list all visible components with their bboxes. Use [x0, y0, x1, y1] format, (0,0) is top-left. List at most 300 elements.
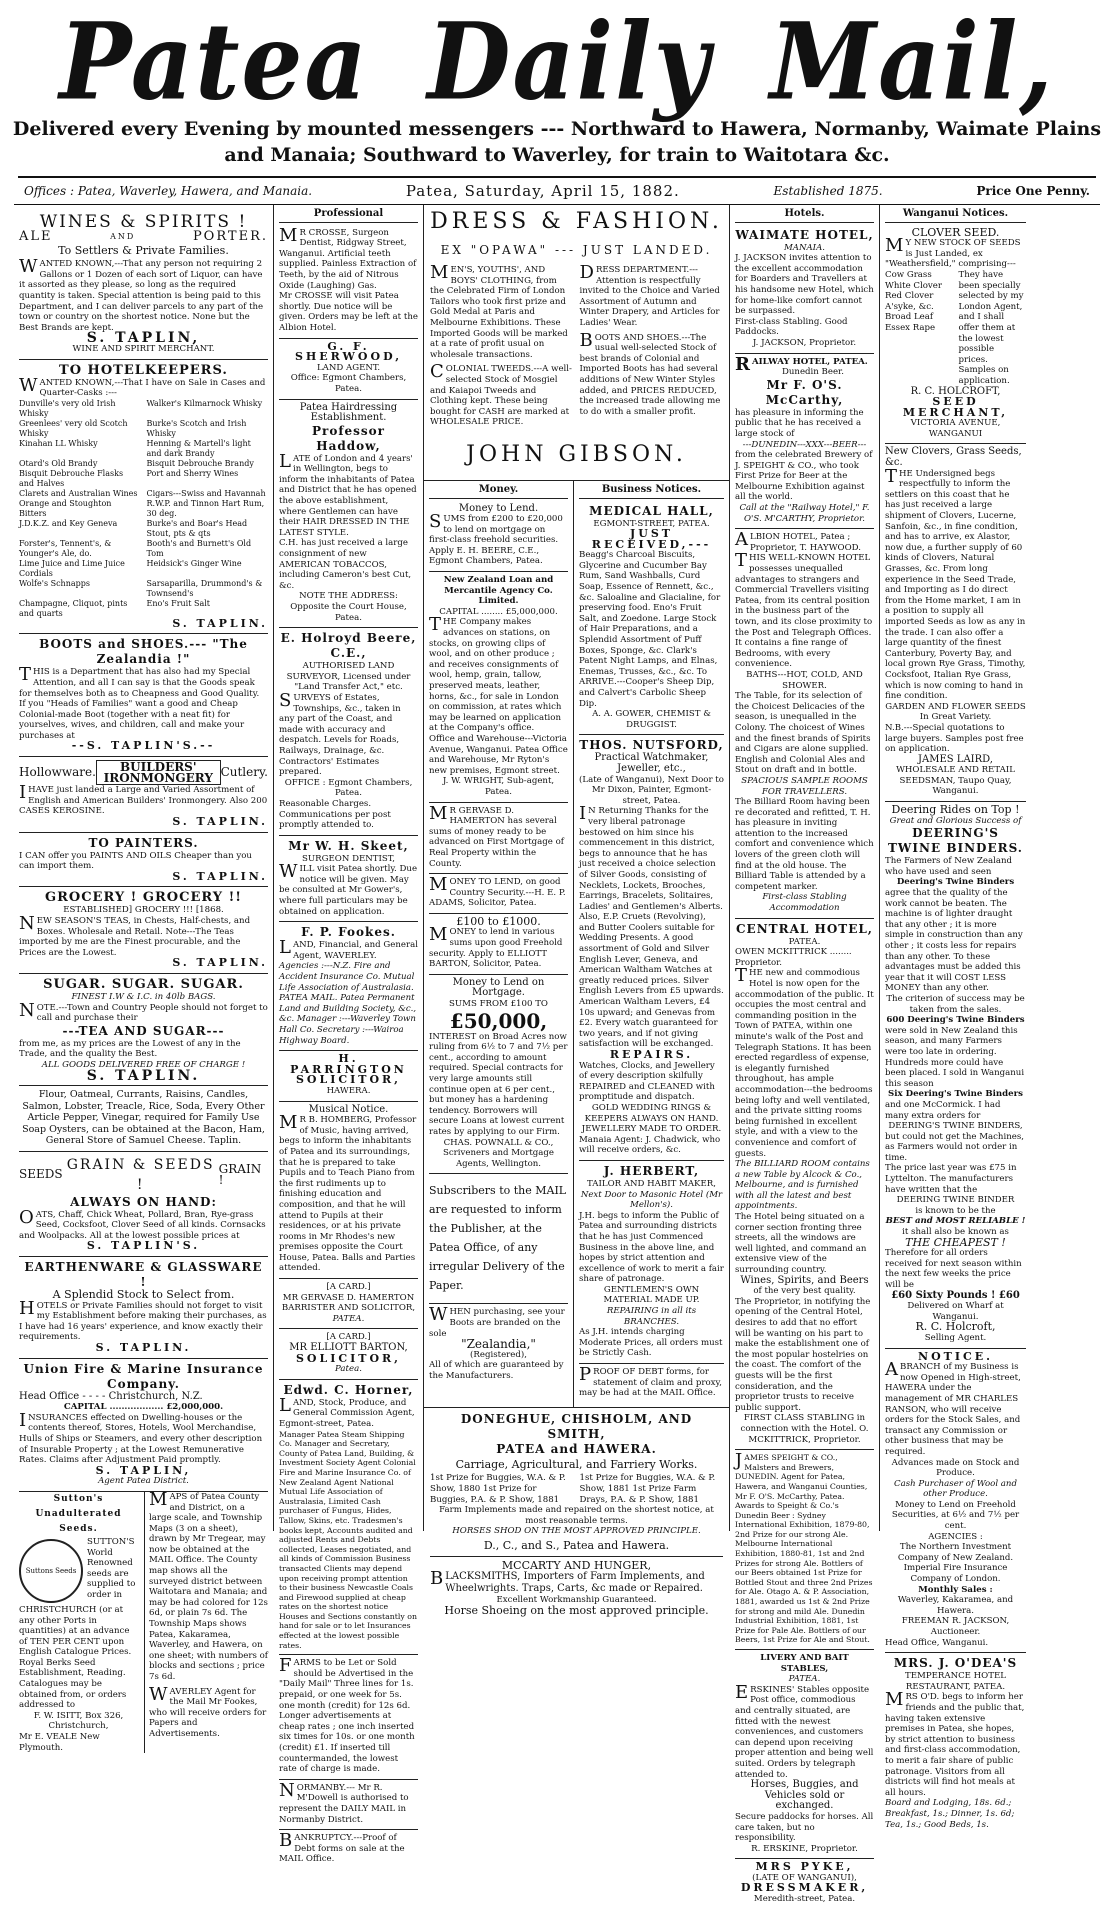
tagline-line-2: and Manaia; Southward to Waverley, for train to Waitotara &c. [224, 144, 890, 166]
hotel-list-item: Cigars---Swiss and Havannah [146, 488, 266, 498]
hotel-list-item: Champagne, Cliquot, pints and quarts [19, 598, 128, 618]
solicitor-2: SOLICITOR, [295, 1351, 402, 1365]
hotel-title: TO HOTELKEEPERS. [59, 362, 228, 378]
adams-ad [429, 874, 568, 914]
established-grocery: ESTABLISHED] GROCERY !!! [1868. [63, 905, 224, 916]
paint-text: I CAN offer you PAINTS AND OILS Cheaper than you can import them. [19, 850, 252, 872]
registered: (Registered), [470, 1349, 527, 1360]
tea-sugar: ---TEA AND SUGAR--- [62, 1023, 225, 1038]
oats-text: OATS, Chaff, Chick Wheat, Pollard, Bran, Rye-grass Seed, Cocksfoot, Clover Seed of all kinds. Cornsacks and Woolpacks. All at the lowest possible prices at [19, 1206, 266, 1241]
watchmaker: Practical Watchmaker, Jeweller, etc., [594, 752, 709, 774]
earthenware-ad [19, 1257, 268, 1359]
zealandia: "Zealandia," [461, 1337, 536, 1352]
seed-merchant: SEED MERCHANT, [902, 395, 1009, 419]
hotel-list [19, 399, 268, 619]
deering-ad [885, 802, 1026, 1349]
cutlery: Cutlery. [220, 765, 268, 780]
hotel-list-item: Sarsaparilla, Drummond's & Townsend's [146, 578, 263, 598]
pownall: CHAS. POWNALL & CO., Scriveners and Mortgage Agents, Wellington. [442, 1137, 554, 1169]
laird: JAMES LAIRD, [918, 753, 993, 765]
hamerton: MR GERVASE D. HAMERTON [282, 1292, 415, 1303]
cheapest: THE CHEAPEST ! [905, 1235, 1006, 1249]
dateline [0, 178, 1114, 204]
tagline-line-1: Delivered every Evening by mounted messengers --- Northward to Hawera, Normanby, Waimate Plains [12, 118, 1102, 140]
wharf: Delivered on Wharf at Wanganui. [907, 1301, 1004, 1322]
when-text: WHEN purchasing, see your Boots are branded on the sole [429, 1304, 565, 1339]
therefore: Therefore for all orders received for next season within the next few weeks the price will be [885, 1248, 1022, 1290]
albion-body: THIS WELL-KNOWN HOTEL possesses unequalled advantages to strangers and Commercial Travellers visiting Patea, from its central position in the business part of the town, and its close proximity to the Post and Telegraph Offices. It contains a fine range of Bedrooms, with every convenience. [735, 550, 873, 670]
crosse-text: MR CROSSE, Surgeon Dentist, Ridgway Street, Wanganui. Artificial teeth supplied. Painless Extraction of Teeth, by the aid of Nitrous Oxide (Laughing) Gas. [279, 224, 417, 291]
agencies-text: The Northern Investment Company of New Zealand. Imperial Fire Insurance Company of London. [897, 1542, 1014, 1585]
monthly-text: Waverley, Kakaramea, and Hawera. [897, 1595, 1014, 1616]
price-text: The price last year was £75 in Lyttelton. The manufacturers have written that the [885, 1163, 1017, 1195]
bottom-split [19, 1488, 268, 1753]
temperance: TEMPERANCE HOTEL RESTAURANT, PATEA. [905, 1671, 1006, 1692]
sutton-title: Sutton's Unadulterated Seeds. [35, 1493, 122, 1534]
carriage: Carriage, Agricultural, and Farriery Works. [455, 1457, 698, 1471]
beere-text: SURVEYS of Estates, Townships, &c., taken in any part of the Coast, and made with accuracy and despatch. Levels for Roads, Railways, Drainage, &c. Contractors' Estimates prepared. [279, 689, 401, 778]
crosse-visit: Mr CROSSE will visit Patea shortly. Due notice will be given. Orders may be left at the Albion Hotel. [279, 291, 418, 333]
land-agent: LAND AGENT. [316, 362, 381, 373]
nzloan-office: Office and Warehouse---Victoria Avenue, Wanganui. Patea Office and Warehouse, Mr Ryton's new premises, Egmont street. [429, 733, 568, 776]
always: ALWAYS ON HAND: [70, 1194, 217, 1209]
patea-livery: PATEA. [788, 1674, 821, 1685]
flour-ad [19, 1086, 268, 1152]
hamerton-card [279, 1279, 418, 1329]
paint-title: TO PAINTERS. [88, 835, 199, 850]
builders-ironmongery: BUILDERS' IRONMONGERY [96, 760, 221, 785]
prizes-1: 1st Prize for Buggies, W.A. & P. Show, 1880 1st Prize for Buggies, P.A. & P. Show, 1881 [430, 1473, 566, 1505]
mens-text: MEN'S, YOUTHS', AND BOYS' CLOTHING, from the Celebrated Firm of London Tailors who took first prize and Gold Medal at Paris and Melbourne Exhibitions. These Imported Goods will be marked at a rate of profit usual on wholesale transactions. [430, 262, 568, 360]
seal-text: Suttons Seeds [25, 1566, 77, 1575]
new-clovers: New Clovers, Grass Seeds, &c. [885, 446, 1022, 469]
clover-text: MY NEW STOCK OF SEEDS is Just Landed, ex "Weathersfield," comprising--- [885, 235, 1021, 270]
head-office: Head Office - - - - Christchurch, N.Z. [19, 1390, 203, 1402]
gold: GOLD WEDDING RINGS & KEEPERS ALWAYS ON HAND. JEWELLERY MADE TO ORDER. [581, 1102, 722, 1135]
erskine: R. ERSKINE, Proprietor. [751, 1843, 858, 1854]
tea-text: NEW SEASON'S TEAS, in Chests, Half-chests, and Boxes. Wholesale and Retail. Note---The Teas imported by me are the Finest procurable, and the Prices are the Lowest. [19, 913, 251, 958]
money-ad [429, 501, 568, 573]
selling: Selling Agent. [924, 1332, 987, 1343]
dress-right [579, 262, 724, 428]
seeds-split [885, 270, 1026, 387]
notice-text: ABRANCH of my Business is now Opened in High-street, HAWERA under the management of MR CHARLES RANSON, who will receive orders for the Stock Sales, and transact any Commission or other business that may be required. [885, 1359, 1021, 1457]
skeet-text: WILL visit Patea shortly. Due notice will be given. May be consulted at Mr Gower's, where full particulars may be obtained on application. [279, 861, 418, 917]
first-class: First-class Stabling Accommodation [762, 892, 847, 914]
sherwood-ad [279, 339, 418, 400]
wright: J. W. WRIGHT, Sub-agent, Patea. [442, 776, 555, 797]
nzloan-ad [429, 572, 568, 802]
hotel-list-item: Eno's Fruit Salt [146, 598, 211, 608]
skeet-ad [279, 836, 418, 923]
hamerton-money-ad [429, 803, 568, 875]
prizes-2: 1st Prize for Buggies, W.A. & P. Show, 1881 1st Prize Farm Drays, P.A. & P. Show, 1881 [579, 1473, 716, 1505]
repairs-text: Watches, Clocks, and Jewellery of every description skilfully REPAIRED and CLEANED with promptitude and dispatch. [579, 1060, 715, 1103]
six-hundred: 600 Deering's Twine Binders [886, 1015, 1025, 1026]
dunedin: Dunedin Beer. [782, 367, 844, 378]
hotel-list-item: Wolfe's Schnapps [19, 578, 90, 588]
col34-split [424, 481, 729, 1407]
horner: Edwd. C. Horner, [283, 1382, 414, 1397]
hotelkeepers-ad [19, 360, 268, 635]
money-title: Money to Lend. [458, 502, 539, 514]
monthly: Monthly Sales : [918, 1584, 993, 1595]
clover: CLOVER SEED. [911, 225, 1000, 239]
nb: N.B.---Special quotations to large buyers. Samples post free on application. [885, 722, 1024, 755]
fookes-agencies: Agencies :---N.Z. Fire and Accident Insurance Co. Mutual Life Association of Australasia. PATEA MAIL. Patea Permanent Land and Building Society, &c., &c. Manager :---Waverley Town Hall Co. Secretary :---Wairoa Highway Board. [279, 961, 417, 1046]
waimate: WAIMATE HOTEL, [735, 227, 874, 242]
hotel-list-item: Henning & Martell's light and dark Brandy [146, 438, 251, 458]
masthead-word-2: Daily [427, 0, 712, 124]
maps-ad [144, 1488, 268, 1753]
barton: MR ELLIOTT BARTON, [289, 1342, 408, 1354]
boots-text: THIS is a Department that has also had my Special Attention, and all I can say is that the Goods speak for themselves both as to Cheapness and Good Quality. If you "Heads of Families" want a good and Cheap Colonial-made Boot (together with a neat fit) for yourselves, wives, and children, call and make your purchases at [19, 664, 260, 741]
cash: Cash Purchaser of Wool and other Produce. [894, 1478, 1017, 1500]
pyke-ad [735, 1859, 874, 1908]
grain: GRAIN ! [218, 1162, 262, 1187]
masthead-word-1: Patea [59, 0, 369, 124]
crosse-ad [279, 225, 418, 339]
board: Board and Lodging, 18s. 6d.; Breakfast, 1s.; Dinner, 1s. 6d; Tea, 1s.; Good Beds, 1s. [885, 1798, 1015, 1830]
known: is known to be the [915, 1205, 996, 1216]
bankruptcy: BANKRUPTCY.---Proof of Debt forms on sale at the MAIL Office. [279, 1830, 405, 1865]
pownall-ad [429, 975, 568, 1175]
dress-ad [424, 205, 729, 481]
speight-text: JAMES SPEIGHT & CO., Malsters and Brewers, DUNEDIN. Agent for Patea, Hawera, and Wanganui Counties, Mr F. O'S. McCarthy, Patea. Awards to Speight & Co.'s Dunedin Beer : Sydney International Exhibition, 1879-80, 2nd Prize for our strong Ale. Melbourne International Exhibition, 1880-81, 1st and 2nd Prizes for strong Ale. Bottlers of our Beers obtained 1st Prize for Bottled Stout and three 2nd Prizes for Ale. Otago A. & P. Association, 1881, awarded us 1st & 2nd Prize for strong and mild Ale. Dunedin Industrial Exhibition, 1881, 1st Prize for Pale Ale. Bottlers of our Beers, 1st Prize for Ale and Stout. [735, 1450, 873, 1645]
sutton-ad [19, 1492, 138, 1753]
herbert-ad [579, 1161, 724, 1364]
veale: Mr E. VEALE New Plymouth. [19, 1732, 100, 1753]
billiard-text: The Billiard Room having been re decorated and refitted, T. H. has pleasure in inviting attention to the increased comfort and convenience which lovers of the green cloth will find at the old house. The Billiard Table is attended by a competent marker. [735, 797, 874, 892]
haddow-tobacco: C.H. has just received a large consignment of new AMERICAN TOBACCOS, including Cameron's best Cut, &c. [279, 538, 412, 591]
dress-split [430, 262, 723, 428]
baths: BATHS---HOT, COLD, AND SHOWER. [746, 669, 863, 691]
deering-binder: DEERING TWINE BINDER [896, 1195, 1015, 1206]
central-more: The Hotel being situated on a corner section fronting three streets, all the windows are well lighted, and command an extensive view of the surrounding country. [735, 1212, 867, 1276]
table-text: The Table, for its selection of the Choicest Delicacies of the season, is unequalled in the Colony. The choicest of Wines and the finest brands of Spirits and Cigars are alone supplied. English and Colonial Ales and Stout on draft and in bottle. [735, 691, 871, 776]
medical-text: Beagg's Charcoal Biscuits, Glycerine and Cucumber Bay Rum, Sand Washballs, Curd Soap, Essence of Rennett, &c., &c. Saloaline and Glacialine, for preserving food. Eno's Fruit Salt, and Zoedone. Large Stock of Hair Preparations, and a Splendid Assortment of Puff Boxes, Sponge, &c. Clark's Patent Night Lamps, and Elnas, Enemas, Trusses, &c., &c. To ARRIVE.---Cooper's Sheep Dip, and Calvert's Carbolic Sheep Dip. [579, 550, 721, 709]
sutton-text: SUTTON'S World Renowned seeds are supplied to order in CHRISTCHURCH (or at any other Ports in quantities) at an advance of TEN PER CENT upon English Catalogue Prices. [19, 1536, 136, 1658]
barrister: BARRISTER AND SOLICITOR, [281, 1303, 416, 1314]
proprietor-text: The Proprietor, in notifying the opening of the Central Hotel, desires to add that no effort will be wanting on his part to make the establishment one of the most popular hostelries on the coast. The comfort of the guests will be the first consideration, and the proprietor trusts to receive public support. [735, 1296, 871, 1413]
excellent: Excellent Workmanship Guaranteed. [496, 1595, 657, 1606]
iron-text: IHAVE just landed a Large and Varied Assortment of English and American Builders' Ironmongery. Also 200 CASES KEROSINE. [19, 782, 268, 817]
section-money: Money. [429, 485, 568, 499]
sugar-title: SUGAR. SUGAR. SUGAR. [43, 976, 244, 992]
earthen-title: EARTHENWARE & GLASSWARE ! [24, 1260, 263, 1289]
nzloan: New Zealand Loan and Mercantile Agency Co. Limited. [443, 575, 554, 607]
central: CENTRAL HOTEL, [736, 921, 873, 936]
lowest: from me, as my prices are the Lowest of any in the Trade, and the quality the Best. [19, 1038, 241, 1060]
grain-ad [19, 1152, 268, 1257]
sixty: £60 Sixty Pounds ! £60 [891, 1289, 1020, 1301]
wine-merchant: WINE AND SPIRIT MERCHANT. [72, 343, 215, 354]
advances: Advances made on Stock and Produce. [891, 1457, 1020, 1479]
hamerton-text: MR GERVASE D. HAMERTON has several sums of money ready to be advanced on First Mortgage of Real Property within the County. [429, 802, 564, 869]
beere-sub: AUTHORISED LAND SURVEYOR, Licensed under "Land Transfer Act," etc. [286, 661, 411, 693]
masthead-word-3: Mail, [769, 0, 1055, 124]
waimate-ad [735, 225, 874, 354]
address: NOTE THE ADDRESS: Opposite the Court House, Patea. [290, 591, 407, 623]
proof-ad [579, 1364, 724, 1403]
dcs: D., C., and S., Patea and Hawera. [430, 1537, 723, 1557]
opawa: EX "OPAWA" --- JUST LANDED. [440, 243, 713, 257]
barton-money-ad [429, 914, 568, 975]
albion-ad [735, 529, 874, 918]
herbert-note: As J.H. intends charging Moderate Prices, all orders must be Strictly Cash. [579, 1327, 723, 1359]
insurance-ad [19, 1359, 268, 1492]
royal: Royal Berks Seed Establishment, Reading. [19, 1657, 126, 1679]
herbert: J. HERBERT, [603, 1163, 700, 1178]
gents: GENTLEMEN'S OWN MATERIAL MADE UP. [603, 1284, 700, 1306]
taplin-sig: S. TAPLIN. [95, 1340, 192, 1354]
odea-ad [885, 1653, 1026, 1834]
nuts-late: (Late of Wanganui), Next Door to Mr Dixon, Painter, Egmont-street, Patea. [579, 774, 724, 806]
horner-ad [279, 1380, 418, 1655]
fifty: £50,000, [449, 1008, 548, 1033]
beer: ---DUNEDIN---XXX---BEER--- [742, 439, 867, 450]
ins-text: INSURANCES effected on Dwelling-houses or the contents thereof, Stores, Hotels, Wool Merchandise, Hulls of Ships or Steamers, and every other description of Insurable Property ; at the Lowest Remunerative Rates. Claims after Adjustment Paid promptly. [19, 1409, 263, 1466]
nuts-text: IN Returning Thanks for the very liberal patronage bestowed on him since his commencement in this district, begs to announce that he has just received a choice selection of Silver Goods, consisting of Necklets, Lockets, Brooches, Earrings, Bracelets, Solitaires, Ladies' and Gentlemen's Alberts. Also, E.P. Cruets (Revolving), and Butter Coolers suitable for Wedding Presents. A good assortment of Gold and Silver English Lever, Geneva, and American Waltham Watches at greatly reduced prices. Silver English Levers from £5 upwards. American Waltham Levers, £4 10s upward; and Genevas from £2. Every watch guaranteed for two years, and if not giving satisfaction will be exchanged. [579, 803, 724, 1050]
hotel-list-item: Booth's and Burnett's Old Tom [146, 538, 252, 558]
mccarthy: Mr F. O'S. McCarthy, [765, 377, 844, 407]
beere-ad [279, 628, 418, 836]
medical-ad [579, 501, 724, 736]
normanby-ad [279, 1780, 418, 1830]
seeds: SEEDS [19, 1167, 63, 1182]
established: Established 1875. [773, 184, 883, 198]
column-1 [14, 205, 274, 1753]
gower: A. A. GOWER, CHEMIST & DRUGGIST. [592, 709, 711, 730]
sums: SUMS FROM £100 TO [449, 999, 548, 1010]
money-text: SUMS from £200 to £20,000 to lend on mortgage on first-class freehold securities. Apply E. H. BEERE, C.E., Egmont Chambers, Patea. [429, 511, 563, 567]
mortgage: Money to Lend on Mortgage. [452, 976, 545, 999]
hotels-text: HOTELS or Private Families should not forget to visit my Establishment before making their purchases, as I have had 16 years' experience, and know exactly their requirements. [19, 1297, 267, 1343]
waverley-text: WAVERLEY Agent for the Mail Mr Fookes, who will receive orders for Papers and Advertisements. [149, 1683, 267, 1739]
skeet: Mr W. H. Skeet, [288, 838, 409, 853]
odea-text: MRS O'D. begs to inform her friends and the public that, having taken extensive premises in Patea, she hopes, by strict attention to business and first-class accommodation, to merit a fair share of public patronage. Visitors from all districts will find hot meals at all hours. [885, 1689, 1025, 1798]
hotel-list-item: Walker's Kilmarnock Whisky [146, 398, 263, 408]
hardware-ad [19, 757, 268, 833]
hotel-list-item: Heidsick's Ginger Wine [146, 558, 242, 568]
freeman-jackson: FREEMAN R. JACKSON, Auctioneer. [901, 1616, 1010, 1637]
holcroft-text: THE Undersigned begs respectfully to inform the settlers on this coast that he has just received a large shipment of Clovers, Lucerne, Sanfoin, &c., in fine condition, and has to arrive, ex Alastor, now due, a further supply of 60 kinds of Clovers, Natural Grasses, &c. From long experience in the Seed Trade, and Importing as I do direct from the Home market, I am in a position to supply all imported Seeds as low as any in the trade. I can also offer a large quantity of the finest Canterbury, Poverty Bay, and local grown Rye Grass, Timothy, Cocksfoot, Italian Rye Grass, which is now coming to hand in fine condition. [885, 465, 1026, 702]
column-3 [424, 481, 574, 1407]
hotel-list-item: Kinahan LL Whisky [19, 438, 98, 448]
parrington-ad [279, 1051, 418, 1101]
beer-text: from the celebrated Brewery of J. SPEIGHT & CO., who took First Prize for Beer at the Melbourne Exhibition against all the world. [735, 450, 873, 503]
haddow-ad [279, 400, 418, 629]
blacksmiths: BLACKSMITHS, Importers of Farm Implements, and Wheelwrights. Traps, Carts, &c made or Repaired. [430, 1568, 705, 1595]
central-ad [735, 919, 874, 1451]
sugar-ad [19, 974, 268, 1086]
taplin-sig: S. TAPLIN, [86, 330, 201, 347]
agencies: AGENCIES : [928, 1531, 983, 1542]
doneghue: DONEGHUE, CHISHOLM, AND SMITH, [460, 1411, 693, 1441]
column-3-4 [424, 205, 730, 1617]
odea: MRS. J. O'DEA'S [893, 1656, 1018, 1671]
waimate-text: J. JACKSON invites attention to the excellent accommodation for Boarders and Travellers at his handsome new Hotel, which for home-like comfort cannot be surpassed. [735, 253, 874, 317]
also: it shall also be known as [902, 1227, 1009, 1238]
dressdept-text: DRESS DEPARTMENT.---Attention is respectfully invited to the Choice and Varied Assortment of Autumn and Winter Drapery, and Articles for Ladies' Wear. [579, 262, 720, 328]
criterion: The criterion of success may be taken from the sales. [886, 993, 1025, 1015]
fookes-text: LAND, Financial, and General Agent, WAVERLEY. [279, 937, 418, 961]
issue-date: Patea, Saturday, April 15, 1882. [405, 182, 680, 200]
notice: NOTICE. [918, 1349, 993, 1363]
but: but could not get the Machines, as Farmers would not order in time. [885, 1131, 1024, 1163]
seeds-list: Cow Grass White Clover Red Clover A'syke, &c. Broad Leaf Essex Rape [885, 269, 942, 333]
to-settlers: To Settlers & Private Families. [58, 243, 229, 257]
freehold: Money to Lend on Freehold Securities, at 6½ and 7½ per cent. [891, 1499, 1020, 1532]
mccarthy-text: has pleasure in informing the public that he has received a large stock of [735, 407, 864, 439]
agent: Agent Patea District. [98, 1476, 189, 1487]
manaia: MANAIA. [783, 242, 826, 253]
taplin-sig: S. TAPLIN. [172, 869, 268, 883]
hollowware: Hollowware. [19, 765, 96, 780]
jackson: J. JACKSON, Proprietor. [752, 337, 857, 348]
taplins-sig: --S. TAPLIN'S.-- [71, 739, 216, 753]
hotel-list-item: Bisquit Debrouche Brandy [146, 458, 254, 468]
taplin-sig: S. TAPLIN. [86, 1067, 201, 1084]
rch: R. C. Holcroft, [915, 1320, 996, 1334]
isitt: F. W. ISITT, Box 326, Christchurch, [33, 1710, 124, 1732]
column-5 [730, 205, 880, 1905]
horner-list: Manager Patea Steam Shipping Co. Manager and Secretary, County of Patea Land, Building, & Investment Society Agent Colonial Fire and Marine Insurance Co. of New Zealand Agent National Mutual Life Association of Australasia, Limited Cash purchaser of Fungus, Hides, Tallow, Skins, etc. Tradesmen's books kept, Accounts audited and adjusted Rents and Debts collected, Leases negotiated, and all kinds of Commission Business transacted Clients may depend upon receiving prompt attention to their business Newcastle Coals and Firewood supplied at cheap rates on the shortest notice Houses and Sections constantly on hand for sale or to let Insurances effected at the lowest possible rates. [279, 1429, 418, 1650]
head: Head Office, Wanganui. [885, 1637, 989, 1648]
herbert-text: J.H. begs to inform the Public of Patea and surrounding districts that he has just Commenced Business in the above line, and hopes by strict attention and excellence of work to merit a fair share of patronage. [579, 1210, 724, 1285]
hotel-list-item: Greenlees' very old Scotch Whisky [19, 418, 128, 438]
farms-text: FARMS to be Let or Sold should be Advertised in the "Daily Mail" Three lines for 1s. prepaid, or one week for 5s. one month (credit) for 12s 6d. Longer advertisements at cheap rates ; one inch inserted six times for 10s. or one month (credit) £1. If inserted till countermanded, the lowest rate of charge is made. [279, 1655, 415, 1775]
nzloan-capital: CAPITAL ........ £5,000,000. [439, 606, 558, 617]
holcroft: R. C. HOLCROFT, [910, 385, 1001, 397]
laird-sub: WHOLESALE AND RETAIL SEEDSMAN, Taupo Quay, Wanganui. [896, 765, 1015, 797]
hair-title: Patea Hairdressing Establishment. [299, 401, 398, 424]
haddow: Professor Haddow, [312, 423, 385, 453]
stabling-2: FIRST CLASS STABLING in connection with the Hotel. O. MCKITTRICK, Proprietor. [740, 1413, 869, 1445]
herbert-next: Next Door to Masonic Hotel (Mr Mellon's). [580, 1189, 723, 1211]
patea-hawera: PATEA and HAWERA. [496, 1441, 657, 1456]
capital: CAPITAL .................. £2,000,000. [63, 1402, 224, 1413]
section-professional: Professional [279, 209, 418, 223]
pyke-late: (LATE OF WANGANUI), [752, 1872, 857, 1883]
flour-text: Flour, Oatmeal, Currants, Raisins, Candles, Salmon, Lobster, Treacle, Rice, Soda, Every Other Article Pepper, Vinegar, required for Family Use Soap Oysters, can be obtained at the Bacon, Ham, General Store of Samuel Cheese. Taplin. [22, 1089, 265, 1147]
horse-shoe: Horse Shoeing on the most approved principle. [444, 1603, 709, 1617]
fookes: F. P. Fookes. [301, 925, 396, 940]
card-2: [A CARD.] [326, 1332, 371, 1343]
central-text: THE new and commodious Hotel is now open for the accommodation of the public. It occupies the most central and commanding position in the Town of PATEA, within one minute's walk of the Post and Telegraph Stations. It has been erected regardless of expense, is elegantly furnished throughout, has ample accommodation---the bedrooms being lofty and well ventilated, and the private sitting rooms being furnished in excellent style, and with a view to the convenience and comfort of guests. [735, 965, 874, 1159]
mcarty: MCCARTY AND HUNGER, [501, 1558, 652, 1572]
mccormick: and one McCormick. I had many extra orders for [885, 1099, 1001, 1121]
section-hotels: Hotels. [735, 209, 874, 223]
owen: OWEN MCKITTRICK ........ Proprietor. [735, 947, 852, 968]
holcroft-ad [885, 444, 1026, 802]
bankruptcy-ad [279, 1830, 418, 1869]
railway-ad [735, 354, 874, 530]
boots-ad [19, 634, 268, 757]
zeal-text: All of which are guaranteed by the Manufacturers. [429, 1360, 564, 1381]
medical: MEDICAL HALL, [589, 503, 714, 518]
section-wanganui: Wanganui Notices. [885, 209, 1026, 223]
ale-porter [19, 229, 268, 244]
fifty-text: INTEREST on Broad Acres now ruling from 6½ to 7 and 7½ per cent., according to amount required. Special contracts for very large amounts still continue open at 6 per cent., but money has a hardening tendency. Borrowers will secure Loans at lowest current rates by applying to our Firm. [429, 1031, 568, 1137]
deering: Deering Rides on Top ! [891, 803, 1020, 817]
hotel-text: WANTED KNOWN,---That I have on Sale in Cases and Quarter-Casks :--- [19, 374, 266, 399]
patea-1: PATEA. [332, 1313, 365, 1324]
grain-head [19, 1155, 268, 1195]
stabling: First-class Stabling. Good Paddocks. [735, 316, 848, 338]
farms-ad [279, 1655, 418, 1780]
horner-text: LAND, Stock, Produce, and General Commission Agent, Egmont-street, Patea. [279, 1394, 415, 1429]
albion: ALBION HOTEL, Patea ; Proprietor, T. HAYWOOD. [735, 529, 861, 553]
hotel-list-item: Bisquit Debrouche Flasks and Halves [19, 468, 124, 488]
farm-impl: Farm Implements made and repaired on the shortest notice, at most reasonable terms. [439, 1505, 714, 1526]
taplins-sig: S. TAPLIN'S. [86, 1239, 201, 1253]
dressmaker: DRESSMAKER, [740, 1881, 869, 1895]
call: Call at the "Railway Hotel," F. O'S. M'CARTHY, Proprietor. [739, 503, 870, 524]
note-text: NOTE.---Town and Country People should not forget to call and purchase their [19, 999, 268, 1024]
clover-ad [885, 225, 1026, 445]
livery-ad [735, 1650, 874, 1859]
egmont: EGMONT-STREET, PATEA. [593, 518, 710, 529]
hundred: £100 to £1000. [456, 914, 541, 928]
splendid: A Splendid Stock to Select from. [52, 1288, 235, 1301]
hotel-list-item: Otard's Old Brandy [19, 458, 98, 468]
sherwood: G. F. SHERWOOD, [294, 339, 403, 364]
hotel-list-item: Forster's, Tennent's, & Younger's Ale, do. [19, 538, 112, 558]
hotel-list-item: Port and Sherry Wines [146, 468, 239, 478]
farmers: The Farmers of New Zealand who have used and seen [885, 856, 1013, 877]
catalogues: Catalogues may be obtained from, or orders addressed to [19, 1679, 127, 1711]
hotel-list-item: Orange and Stoughton Bitters [19, 498, 112, 518]
boots-title: BOOTS and SHOES.--- "The Zealandia !" [39, 637, 248, 667]
card-1: [A CARD.] [326, 1282, 371, 1293]
price: Price One Penny. [976, 184, 1090, 198]
six: Six Deering's Twine Binders [888, 1089, 1023, 1100]
haddow-text: LATE of London and 4 years' in Wellington, begs to inform the inhabitants of Patea and District that he has opened the above establishment, where Gentlemen can have their HAIR DRESSED IN THE LATEST STYLE. [279, 450, 417, 538]
subscribers: Subscribers to the MAIL are requested to inform the Publisher, at the Patea Office, of any irregular Delivery of the Paper. [429, 1184, 567, 1293]
speight-ad [735, 1450, 874, 1650]
subscribers-ad [429, 1174, 568, 1304]
horses: Horses, Buggies, and Vehicles sold or exchanged. [750, 1779, 859, 1812]
sherwood-office: Office: Egmont Chambers, Patea. [290, 373, 407, 394]
wines-spirits: Wines, Spirits, and Beers [740, 1274, 869, 1286]
taplin-sig: S. TAPLIN, [95, 1463, 192, 1477]
notice-ad [885, 1349, 1026, 1654]
zealandia-ad [429, 1304, 568, 1385]
maps-text: MAPS of Patea County and District, on a large scale, and Township Maps (3 on a sheet), drawn by Mr Tregear, may now be obtained at the MAIL Office. The County map shows all the surveyed district between Waitotara and Manaia; and may be had colored for 12s 6d, or plain 7s 6d. The Township Maps shows Patea, Kakaramea, Waverley, and Hawera, on one sheet; with numbers of blocks and sections ; price 7s 6d. [149, 1488, 268, 1682]
gibson: JOHN GIBSON. [466, 441, 687, 467]
masthead [0, 0, 1114, 124]
barton-card [279, 1329, 418, 1379]
wines-ad [19, 209, 268, 360]
skeet-sub: SURGEON DENTIST, [302, 853, 395, 864]
hotel-list-item: Burke's Scotch and Irish Whisky [146, 418, 247, 438]
tailor: TAILOR AND HABIT MAKER, [587, 1178, 716, 1189]
patea-2: Patea. [335, 1364, 362, 1375]
meredith: Meredith-street, Patea. [753, 1894, 856, 1905]
hotel-list-item: Clarets and Australian Wines [19, 488, 138, 498]
pyke: MRS PYKE, [755, 1860, 854, 1874]
money-various: MONEY to lend in various sums upon good Freehold security. Apply to ELLIOTT BARTON, Solicitor, Patea. [429, 924, 563, 970]
beere: E. Holroyd Beere, C.E., [280, 631, 417, 661]
hotel-list-item: Lime Juice and Lime Juice Cordials [19, 558, 125, 578]
nutsford: THOS. NUTSFORD, [579, 738, 724, 753]
grocery-ad [19, 887, 268, 974]
nutsford-ad [579, 735, 724, 1161]
bootsshoes-text: BOOTS AND SHOES.---The usual well-selected Stock of best brands of Colonial and Imported Boots has had several additions of New Winter Styles added, and PRICES REDUCED, the increased trade allowing me to do with a smaller profit. [579, 329, 721, 417]
taplin-sig: S. TAPLIN. [172, 956, 268, 970]
musical-ad [279, 1102, 418, 1280]
